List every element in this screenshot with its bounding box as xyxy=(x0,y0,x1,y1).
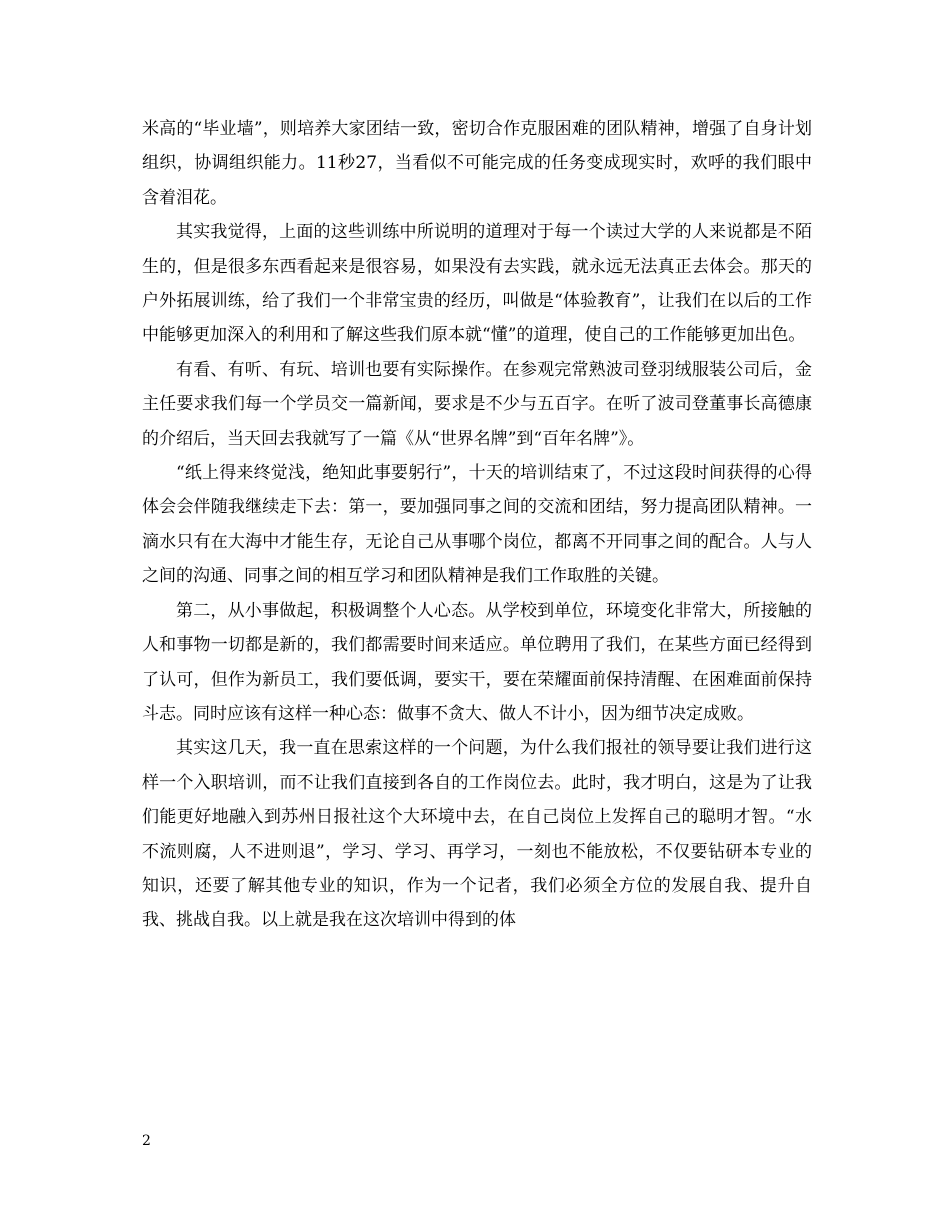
paragraph-4: “纸上得来终觉浅，绝知此事要躬行”，十天的培训结束了，不过这段时间获得的心得体会会伴随我继续走下去：第一，要加强同事之间的交流和团结，努力提高团队精神。一滴水只有在大海中才能生存，无论自己从事哪个岗位，都离不开同事之间的配合。人与人之间的沟通、同事之间的相互学习和团队精神是我们工作取胜的关键。 xyxy=(142,463,812,587)
paragraph-2: 其实我觉得，上面的这些训练中所说明的道理对于每一个读过大学的人来说都是不陌生的，但是很多东西看起来是很容易，如果没有去实践，就永远无法真正去体会。那天的户外拓展训练，给了我们一个非常宝贵的经历，叫做是“体验教育”，让我们在以后的工作中能够更加深入的利用和了解这些我们原本就“懂”的道理，使自己的工作能够更加出色。 xyxy=(142,222,812,346)
paragraph-6: 其实这几天，我一直在思索这样的一个问题，为什么我们报社的领导要让我们进行这样一个入职培训，而不让我们直接到各自的工作岗位去。此时，我才明白，这是为了让我们能更好地融入到苏州日报社这个大环境中去，在自己岗位上发挥自己的聪明才智。“水不流则腐，人不进则退”，学习、学习、再学习，一刻也不能放松，不仅要钻研本专业的知识，还要了解其他专业的知识，作为一个记者，我们必须全方位的发展自我、提升自我、挑战自我。以上就是我在这次培训中得到的体 xyxy=(142,738,812,931)
page-number: 2 xyxy=(142,1133,151,1149)
paragraph-1: 米高的“毕业墙”，则培养大家团结一致，密切合作克服困难的团队精神，增强了自身计划组织，协调组织能力。11秒27，当看似不可能完成的任务变成现实时，欢呼的我们眼中含着泪花。 xyxy=(142,119,812,208)
body-text xyxy=(142,112,812,938)
paragraph-5: 第二，从小事做起，积极调整个人心态。从学校到单位，环境变化非常大，所接触的人和事物一切都是新的，我们都需要时间来适应。单位聘用了我们，在某些方面已经得到了认可，但作为新员工，我们要低调，要实干，要在荣耀面前保持清醒、在困难面前保持斗志。同时应该有这样一种心态：做事不贪大、做人不计小，因为细节决定成败。 xyxy=(142,600,812,724)
paragraph-3: 有看、有听、有玩、培训也要有实际操作。在参观完常熟波司登羽绒服装公司后，金主任要求我们每一个学员交一篇新闻，要求是不少与五百字。在听了波司登董事长高德康的介绍后，当天回去我就写了一篇《从“世界名牌”到“百年名牌”》。 xyxy=(142,359,812,449)
